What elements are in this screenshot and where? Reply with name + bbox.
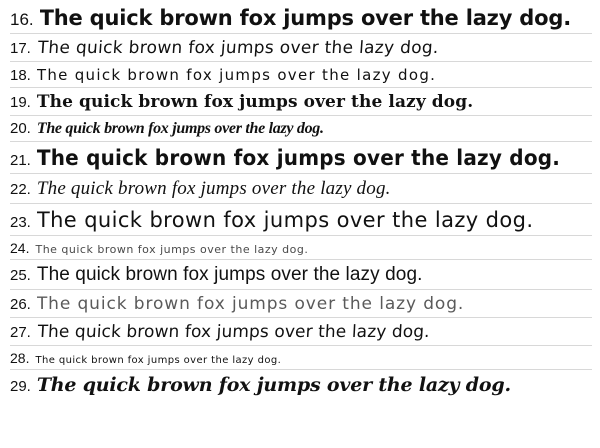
sample-text: The quick brown fox jumps over the lazy dog. bbox=[35, 355, 282, 366]
sample-number: 19. bbox=[10, 94, 31, 111]
sample-number: 17. bbox=[10, 40, 31, 57]
sample-text: The quick brown fox jumps over the lazy dog. bbox=[36, 178, 391, 199]
row-divider bbox=[10, 345, 592, 346]
sample-row bbox=[10, 120, 592, 138]
sample-number: 16. bbox=[10, 10, 34, 29]
sample-text: The quick brown fox jumps over the lazy dog. bbox=[36, 208, 534, 232]
sample-number: 22. bbox=[10, 181, 31, 198]
row-divider bbox=[10, 317, 592, 318]
sample-number: 26. bbox=[10, 296, 31, 313]
sample-row bbox=[10, 146, 592, 170]
sample-text: The quick brown fox jumps over the lazy dog. bbox=[36, 144, 561, 170]
row-divider bbox=[10, 115, 592, 116]
sample-text: The quick brown fox jumps over the lazy dog. bbox=[36, 294, 465, 314]
sample-row bbox=[10, 322, 592, 342]
row-divider bbox=[10, 61, 592, 62]
sample-number: 20. bbox=[10, 120, 31, 137]
sample-text: The quick brown fox jumps over the lazy dog. bbox=[36, 374, 511, 396]
sample-number: 28. bbox=[10, 350, 30, 366]
sample-number: 18. bbox=[10, 67, 31, 84]
row-divider bbox=[10, 289, 592, 290]
row-divider bbox=[10, 369, 592, 370]
sample-text: The quick brown fox jumps over the lazy dog. bbox=[36, 264, 423, 285]
sample-text: The quick brown fox jumps over the lazy dog. bbox=[35, 243, 309, 256]
row-divider bbox=[10, 141, 592, 142]
sample-text: The quick brown fox jumps over the lazy dog. bbox=[36, 120, 324, 137]
row-divider bbox=[10, 33, 592, 34]
sample-row bbox=[10, 294, 592, 314]
sample-number: 29. bbox=[10, 378, 31, 395]
sample-row bbox=[10, 178, 592, 200]
sample-number: 23. bbox=[10, 214, 31, 231]
sample-row bbox=[10, 350, 592, 366]
row-divider bbox=[10, 87, 592, 88]
sample-text: The quick brown fox jumps over the lazy dog. bbox=[36, 38, 440, 58]
sample-text: The quick brown fox jumps over the lazy dog. bbox=[36, 92, 474, 112]
sample-number: 27. bbox=[10, 324, 31, 341]
sample-text: The quick brown fox jumps over the lazy dog. bbox=[39, 5, 571, 31]
row-divider bbox=[10, 203, 592, 204]
sample-row bbox=[10, 38, 592, 58]
row-divider bbox=[10, 235, 592, 236]
sample-row bbox=[10, 240, 592, 256]
sample-text: The quick brown fox jumps over the lazy dog. bbox=[36, 322, 431, 342]
sample-text: The quick brown fox jumps over the lazy dog. bbox=[36, 66, 437, 84]
bottom-spacer bbox=[10, 396, 592, 444]
sample-row bbox=[10, 208, 592, 232]
sample-row bbox=[10, 374, 592, 396]
sample-number: 25. bbox=[10, 267, 31, 284]
sample-row bbox=[10, 66, 592, 84]
sample-number: 21. bbox=[10, 152, 31, 169]
sample-row bbox=[10, 92, 592, 112]
sample-row bbox=[10, 6, 592, 30]
row-divider bbox=[10, 173, 592, 174]
sample-number: 24. bbox=[10, 240, 30, 256]
sample-row bbox=[10, 264, 592, 286]
row-divider bbox=[10, 259, 592, 260]
